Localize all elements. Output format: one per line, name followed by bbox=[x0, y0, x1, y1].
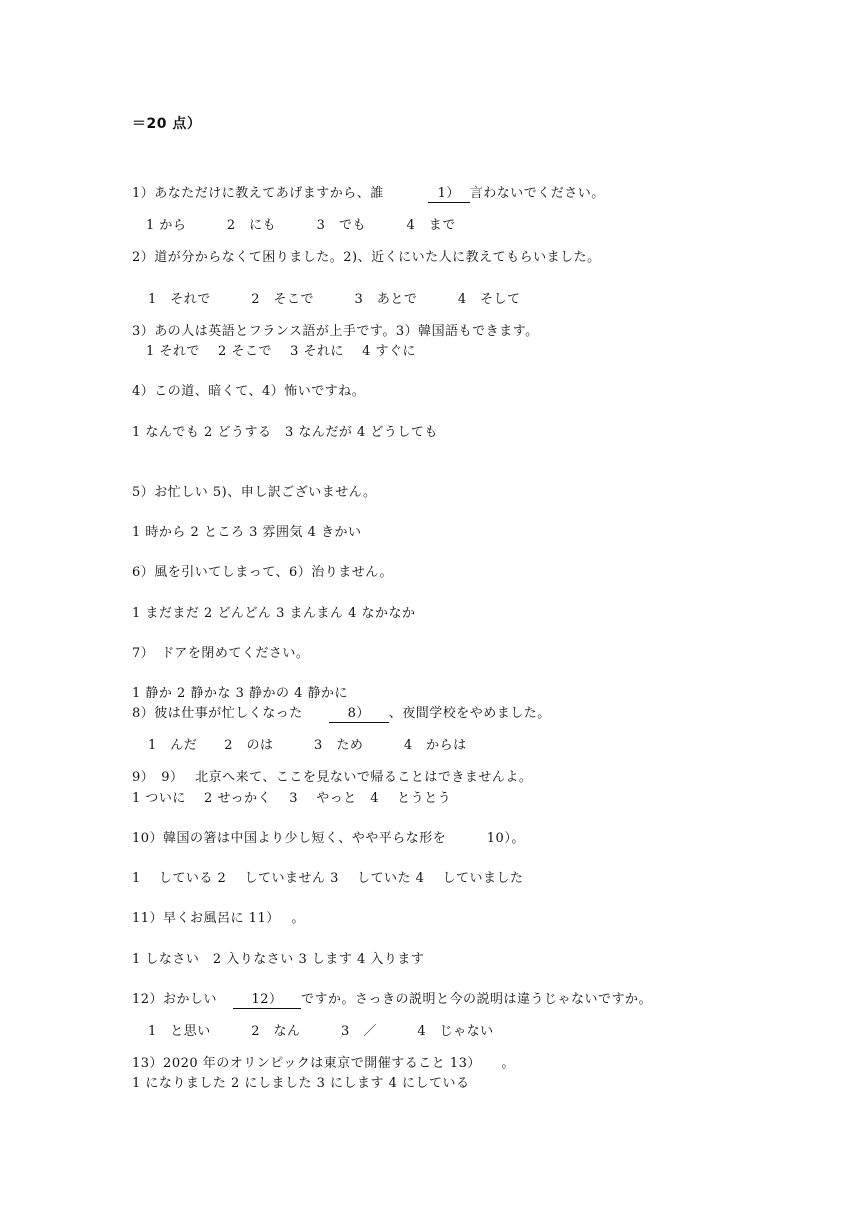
question-11-options: 1 しなさい 2 入りなさい 3 します 4 入ります bbox=[132, 952, 425, 967]
question-9: 9） 9） 北京へ来て、ここを見ないで帰ることはできませんよ。 bbox=[132, 770, 533, 785]
question-5: 5）お忙しい 5)、申し訳ございません。 bbox=[132, 485, 377, 500]
question-2: 2）道が分からなくて困りました。2)、近くにいた人に教えてもらいました。 bbox=[132, 250, 601, 265]
question-8-options: 1 んだ 2 のは 3 ため 4 からは bbox=[148, 738, 467, 753]
question-8-blank: 8） bbox=[329, 706, 389, 723]
question-7-options: 1 静か 2 静かな 3 静かの 4 静かに bbox=[132, 686, 349, 701]
question-3: 3）あの人は英語とフランス語が上手です。3）韓国語もできます。 bbox=[132, 324, 539, 339]
question-7: 7） ドアを閉めてください。 bbox=[132, 646, 310, 661]
question-6: 6）風を引いてしまって、6）治りません。 bbox=[132, 565, 394, 580]
question-10-options: 1 している 2 していません 3 していた 4 していました bbox=[132, 871, 524, 886]
question-1-blank: 1） bbox=[428, 186, 470, 203]
question-8 bbox=[132, 706, 551, 723]
question-12-blank: 12） bbox=[233, 992, 301, 1009]
question-1-options: 1 から 2 にも 3 でも 4 まで bbox=[146, 218, 456, 233]
question-4-options: 1 なんでも 2 どうする 3 なんだが 4 どうしても bbox=[132, 425, 438, 440]
question-4: 4）この道、暗くて、4）怖いですね。 bbox=[132, 384, 366, 399]
question-1 bbox=[132, 186, 605, 203]
question-5-options: 1 時から 2 ところ 3 雰囲気 4 きかい bbox=[132, 525, 362, 540]
question-11: 11）早くお風呂に 11） 。 bbox=[132, 911, 305, 926]
score-heading: ＝20 点） bbox=[132, 116, 202, 132]
question-10: 10）韓国の箸は中国より少し短く、やや平らな形を 10）。 bbox=[132, 831, 525, 846]
question-13-options: 1 になりました 2 にしました 3 にします 4 にしている bbox=[132, 1076, 470, 1091]
question-9-options: 1 ついに 2 せっかく 3 やっと 4 とうとう bbox=[132, 791, 452, 806]
question-3-options: 1 それで 2 そこで 3 それに 4 すぐに bbox=[146, 344, 417, 359]
question-6-options: 1 まだまだ 2 どんどん 3 まんまん 4 なかなか bbox=[132, 606, 416, 621]
question-8-prefix: 8）彼は仕事が忙しくなった bbox=[132, 706, 303, 721]
question-12-suffix: ですか。さっきの説明と今の説明は違うじゃないですか。 bbox=[301, 992, 653, 1007]
question-8-suffix: 、夜間学校をやめました。 bbox=[388, 706, 551, 721]
question-1-prefix: 1）あなただけに教えてあげますから、誰 bbox=[132, 186, 384, 201]
question-1-suffix: 言わないでください。 bbox=[469, 186, 605, 201]
question-12 bbox=[132, 992, 652, 1009]
question-12-options: 1 と思い 2 なん 3 ／ 4 じゃない bbox=[148, 1024, 494, 1039]
question-12-prefix: 12）おかしい bbox=[132, 992, 218, 1007]
question-13: 13）2020 年のオリンピックは東京で開催すること 13） 。 bbox=[132, 1056, 515, 1071]
question-2-options: 1 それで 2 そこで 3 あとで 4 そして bbox=[148, 292, 521, 307]
